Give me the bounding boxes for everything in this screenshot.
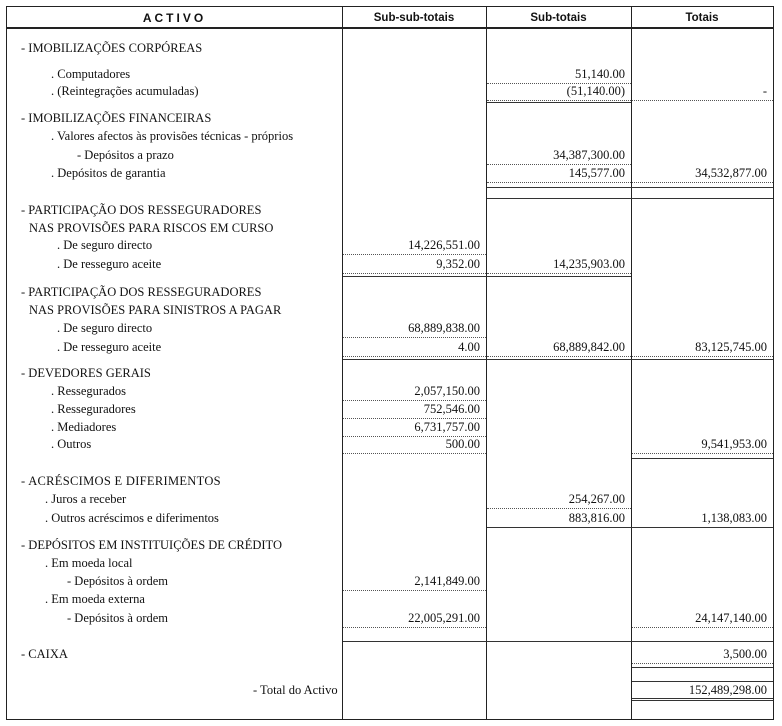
- section-subtitle: NAS PROVISÕES PARA SINISTROS A PAGAR: [29, 303, 282, 317]
- sub-sub-totais-value: 6,731,757.00: [343, 418, 486, 437]
- line-label: . De resseguro aceite: [57, 340, 162, 354]
- sub-totais-value: 145,577.00: [487, 164, 631, 183]
- section-title: - DEVEDORES GERAIS: [21, 366, 151, 380]
- line-depositos-ordem-local: [7, 572, 773, 590]
- sub-totais-value: 34,387,300.00: [487, 146, 631, 165]
- line-depositos-ordem-externa: [7, 609, 773, 627]
- line-label: . Em moeda externa: [45, 592, 145, 606]
- sub-totais-value: 68,889,842.00: [487, 338, 631, 357]
- rule: [487, 187, 773, 188]
- line-caixa: [7, 645, 773, 663]
- sub-totais-value: (51,140.00): [487, 82, 631, 101]
- section-title: - CAIXA: [21, 647, 68, 661]
- rule: [487, 527, 773, 528]
- line-moeda-local: [7, 554, 773, 572]
- line-seguro-directo: [7, 236, 773, 254]
- section-title-part-sinistros: [7, 283, 773, 301]
- section-title: - IMOBILIZAÇÕES CORPÓREAS: [21, 41, 203, 55]
- section-title: - PARTICIPAÇÃO DOS RESSEGURADORES: [21, 203, 262, 217]
- section-title-depositos-credito: [7, 536, 773, 554]
- rule: [632, 667, 773, 668]
- sub-totais-value: 51,140.00: [487, 65, 631, 84]
- rule: [487, 198, 773, 199]
- rule: [343, 641, 773, 642]
- line-label: . Valores afectos às provisões técnicas - próprios: [51, 129, 294, 143]
- line-mediadores: [7, 418, 773, 436]
- line-moeda-externa: [7, 590, 773, 608]
- sub-totais-value: 883,816.00: [487, 509, 631, 528]
- line-label: . Ressegurados: [51, 384, 126, 398]
- line-outros-acrescimos: [7, 509, 773, 527]
- sub-sub-totais-value: 500.00: [343, 435, 486, 454]
- section-title: - PARTICIPAÇÃO DOS RESSEGURADORES: [21, 285, 262, 299]
- totais-value: 24,147,140.00: [632, 609, 773, 628]
- section-subtitle-part-sinistros: [7, 301, 773, 319]
- sub-totais-value: 14,235,903.00: [487, 255, 631, 274]
- line-label: . Outros acréscimos e diferimentos: [45, 511, 219, 525]
- line-label: - Depósitos à ordem: [67, 611, 169, 625]
- line-resseguro-aceite: [7, 338, 773, 356]
- rule: [343, 276, 631, 277]
- line-label: . De seguro directo: [57, 238, 153, 252]
- line-depositos-garantia: [7, 164, 773, 182]
- sub-sub-totais-value: 68,889,838.00: [343, 319, 486, 338]
- rule: [632, 458, 773, 459]
- line-label: . Outros: [51, 437, 92, 451]
- line-label: . Em moeda local: [45, 556, 133, 570]
- line-valores-afectos: [7, 127, 773, 145]
- sub-sub-totais-value: 4.00: [343, 338, 486, 357]
- totais-value: -: [632, 82, 773, 101]
- line-label: . De seguro directo: [57, 321, 153, 335]
- line-seguro-directo: [7, 319, 773, 337]
- sub-sub-totais-value: 2,141,849.00: [343, 572, 486, 591]
- sub-totais-value: 254,267.00: [487, 490, 631, 509]
- line-resseguro-aceite: [7, 255, 773, 273]
- sub-sub-totais-value: 14,226,551.00: [343, 236, 486, 255]
- line-label: . Computadores: [51, 67, 131, 81]
- section-title-devedores: [7, 364, 773, 382]
- totais-value: 9,541,953.00: [632, 435, 773, 454]
- header-activo: ACTIVO: [7, 7, 342, 29]
- section-subtitle-part-riscos: [7, 219, 773, 237]
- sub-sub-totais-value: 752,546.00: [343, 400, 486, 419]
- totais-value: 83,125,745.00: [632, 338, 773, 357]
- line-total-activo: [7, 681, 773, 699]
- line-outros: [7, 435, 773, 453]
- line-resseguradores: [7, 400, 773, 418]
- totais-value: 1,138,083.00: [632, 509, 773, 528]
- section-title-part-riscos: [7, 201, 773, 219]
- line-depositos-prazo: [7, 146, 773, 164]
- section-subtitle: NAS PROVISÕES PARA RISCOS EM CURSO: [29, 221, 274, 235]
- line-label: - Depósitos à ordem: [67, 574, 169, 588]
- line-label: . Juros a receber: [45, 492, 127, 506]
- header-sub-sub-totais: Sub-sub-totais: [342, 7, 486, 29]
- header-sub-totais: Sub-totais: [486, 7, 631, 29]
- total-activo-value: 152,489,298.00: [632, 681, 773, 701]
- sub-sub-totais-value: 9,352.00: [343, 255, 486, 274]
- balance-sheet-activo: [6, 6, 774, 720]
- section-title-acrescimos: [7, 472, 773, 490]
- line-computadores: [7, 65, 773, 83]
- section-title: - ACRÉSCIMOS E DIFERIMENTOS: [21, 474, 221, 488]
- line-reintegracoes: [7, 82, 773, 100]
- line-label: . Mediadores: [51, 420, 117, 434]
- sub-sub-totais-value: 22,005,291.00: [343, 609, 486, 628]
- section-title: - DEPÓSITOS EM INSTITUIÇÕES DE CRÉDITO: [21, 538, 282, 552]
- rule: [343, 359, 773, 360]
- line-label: . (Reintegrações acumuladas): [51, 84, 199, 98]
- header-totais: Totais: [631, 7, 773, 29]
- line-label: . Resseguradores: [51, 402, 136, 416]
- totais-value: 34,532,877.00: [632, 164, 773, 183]
- sub-sub-totais-value: 2,057,150.00: [343, 382, 486, 401]
- section-title-imob-financeiras: [7, 109, 773, 127]
- total-label: - Total do Activo: [253, 683, 338, 697]
- line-ressegurados: [7, 382, 773, 400]
- rule: [487, 102, 631, 103]
- line-label: . De resseguro aceite: [57, 257, 162, 271]
- line-label: - Depósitos a prazo: [77, 148, 174, 162]
- totais-value: 3,500.00: [632, 645, 773, 664]
- line-label: . Depósitos de garantia: [51, 166, 166, 180]
- line-juros: [7, 490, 773, 508]
- section-title-imob-corporeas: [7, 39, 773, 57]
- section-title: - IMOBILIZAÇÕES FINANCEIRAS: [21, 111, 212, 125]
